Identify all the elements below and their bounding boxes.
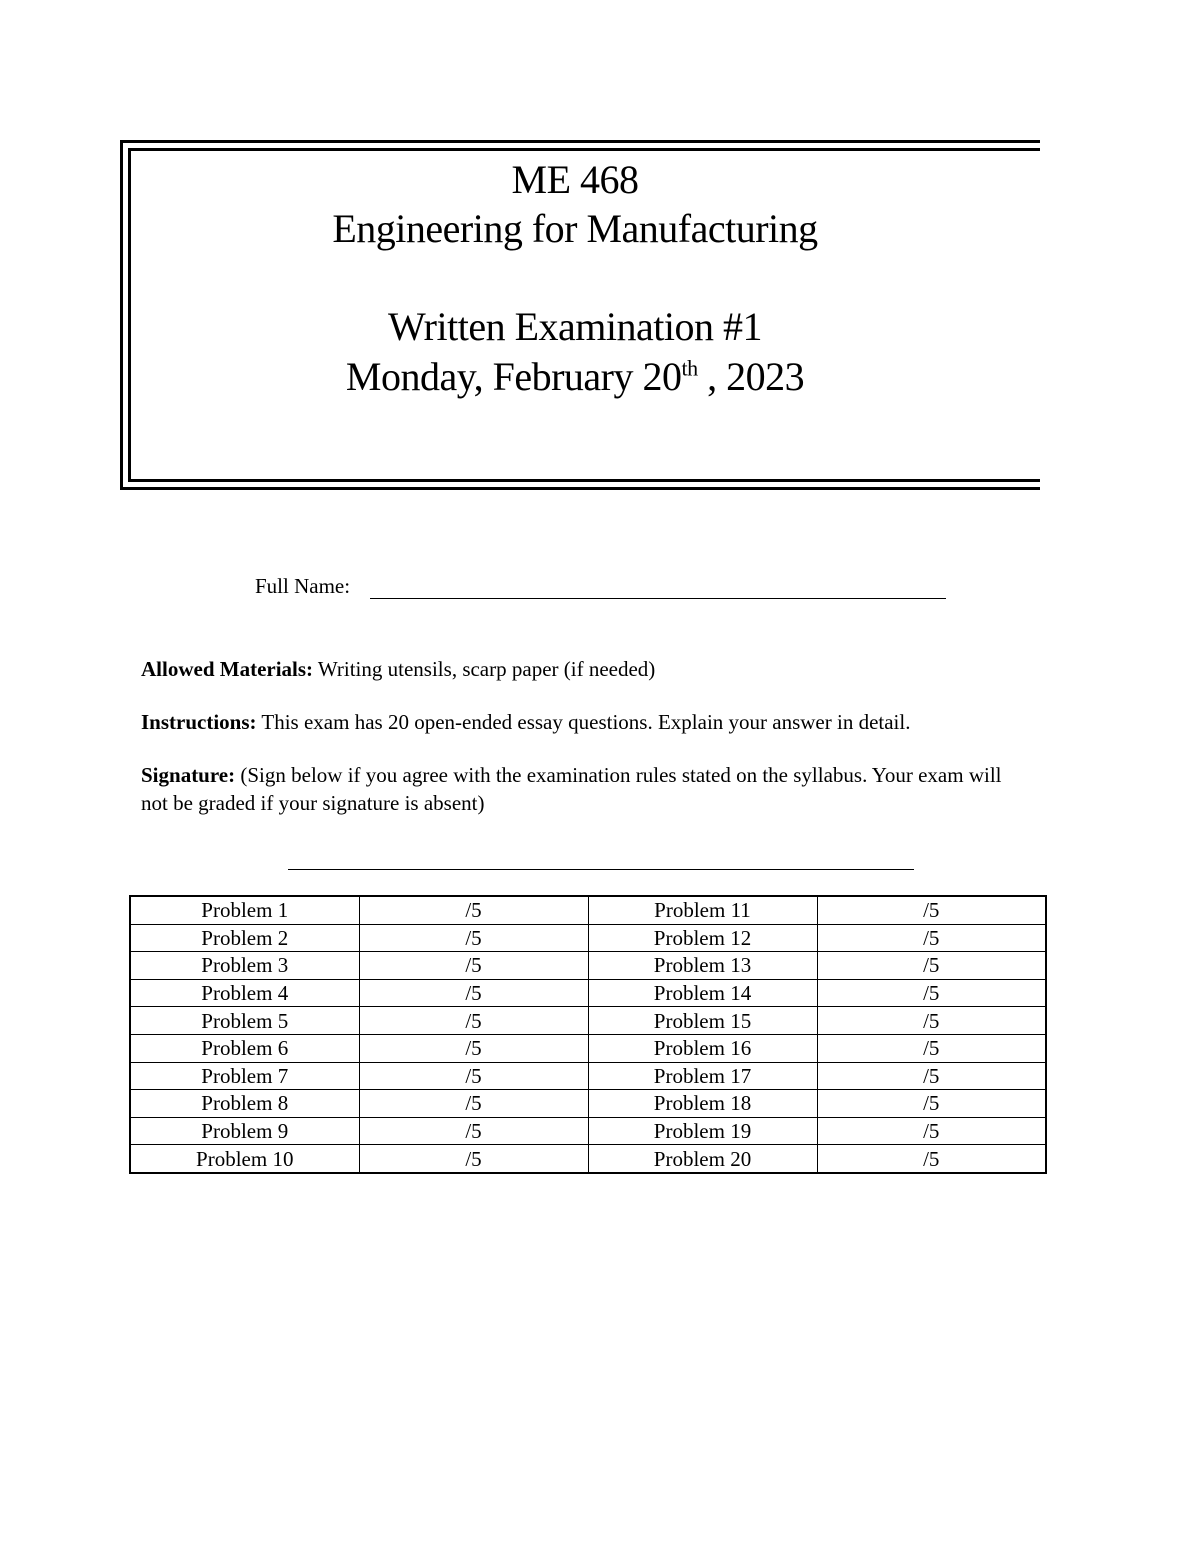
problem-label: Problem 17 (588, 1062, 817, 1090)
problem-score: /5 (359, 1090, 588, 1118)
problem-label: Problem 20 (588, 1145, 817, 1173)
table-row (130, 924, 1046, 952)
problem-score: /5 (817, 896, 1046, 924)
allowed-materials (141, 655, 1021, 683)
full-name-field[interactable] (370, 598, 946, 599)
problem-label: Problem 8 (130, 1090, 359, 1118)
problem-label: Problem 13 (588, 952, 817, 980)
problem-score: /5 (817, 979, 1046, 1007)
exam-date (0, 352, 1150, 402)
table-row (130, 1090, 1046, 1118)
signature-section (141, 761, 1021, 817)
course-code: ME 468 (511, 157, 639, 202)
problem-score: /5 (359, 924, 588, 952)
problem-label: Problem 7 (130, 1062, 359, 1090)
problem-score: /5 (817, 1007, 1046, 1035)
score-table (129, 895, 1047, 1174)
course-name: Engineering for Manufacturing (332, 206, 818, 251)
exam-date-ordinal: th (681, 355, 698, 381)
problem-score: /5 (817, 1034, 1046, 1062)
problem-label: Problem 15 (588, 1007, 817, 1035)
exam-date-year: , 2023 (697, 354, 805, 399)
table-row (130, 979, 1046, 1007)
table-row (130, 896, 1046, 924)
problem-score: /5 (817, 924, 1046, 952)
problem-score: /5 (817, 952, 1046, 980)
instructions-label: Instructions: (141, 710, 257, 734)
problem-score: /5 (817, 1062, 1046, 1090)
problem-label: Problem 12 (588, 924, 817, 952)
problem-label: Problem 10 (130, 1145, 359, 1173)
problem-label: Problem 9 (130, 1117, 359, 1145)
instructions (141, 708, 1021, 736)
problem-score: /5 (359, 1034, 588, 1062)
problem-label: Problem 14 (588, 979, 817, 1007)
signature-field[interactable] (288, 869, 914, 870)
problem-score: /5 (359, 1062, 588, 1090)
table-row (130, 1034, 1046, 1062)
problem-score: /5 (359, 1145, 588, 1173)
problem-label: Problem 5 (130, 1007, 359, 1035)
table-row (130, 1145, 1046, 1173)
table-row (130, 1062, 1046, 1090)
problem-label: Problem 19 (588, 1117, 817, 1145)
problem-label: Problem 18 (588, 1090, 817, 1118)
problem-label: Problem 2 (130, 924, 359, 952)
problem-label: Problem 3 (130, 952, 359, 980)
signature-label: Signature: (141, 763, 236, 787)
problem-label: Problem 4 (130, 979, 359, 1007)
problem-score: /5 (817, 1117, 1046, 1145)
problem-score: /5 (817, 1090, 1046, 1118)
problem-score: /5 (817, 1145, 1046, 1173)
problem-label: Problem 11 (588, 896, 817, 924)
full-name-label: Full Name: (255, 574, 351, 598)
problem-label: Problem 6 (130, 1034, 359, 1062)
problem-label: Problem 1 (130, 896, 359, 924)
problem-score: /5 (359, 1007, 588, 1035)
exam-title: Written Examination #1 (388, 304, 762, 349)
allowed-materials-text: Writing utensils, scarp paper (if needed) (313, 657, 656, 681)
exam-date-prefix: Monday, February 20 (345, 354, 682, 399)
table-row (130, 1007, 1046, 1035)
problem-label: Problem 16 (588, 1034, 817, 1062)
allowed-materials-label: Allowed Materials: (141, 657, 314, 681)
signature-text: (Sign below if you agree with the examination rules stated on the syllabus. Your exam will not be graded if your signature is absent) (141, 763, 1002, 815)
problem-score: /5 (359, 979, 588, 1007)
problem-score: /5 (359, 952, 588, 980)
problem-score: /5 (359, 1117, 588, 1145)
table-row (130, 952, 1046, 980)
table-row (130, 1117, 1046, 1145)
instructions-text: This exam has 20 open-ended essay questions. Explain your answer in detail. (256, 710, 911, 734)
problem-score: /5 (359, 896, 588, 924)
